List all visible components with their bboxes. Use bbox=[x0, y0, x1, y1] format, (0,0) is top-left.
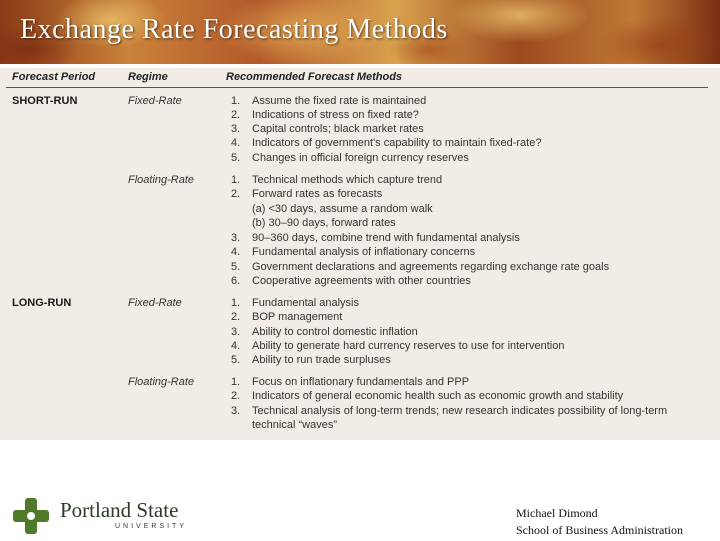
method-text: Indications of stress on fixed rate? bbox=[252, 109, 419, 121]
method-number: 2. bbox=[231, 188, 241, 200]
method-text: BOP management bbox=[252, 311, 343, 323]
method-text: Technical analysis of long-term trends; new research indicates possibility of long-term bbox=[252, 405, 668, 417]
method-number: 4. bbox=[231, 246, 241, 258]
method-number: 5. bbox=[231, 152, 241, 164]
method-number: 3. bbox=[231, 232, 241, 244]
method-text: Fundamental analysis bbox=[252, 297, 360, 309]
title-banner bbox=[0, 0, 720, 64]
regime-short-floating: Floating-Rate bbox=[128, 174, 195, 186]
regime-long-fixed: Fixed-Rate bbox=[128, 297, 182, 309]
method-subitem: (a) <30 days, assume a random walk bbox=[252, 203, 433, 215]
header-divider bbox=[6, 87, 708, 88]
method-text: Ability to generate hard currency reserves to use for intervention bbox=[252, 340, 565, 352]
method-text: Government declarations and agreements regarding exchange rate goals bbox=[252, 261, 610, 273]
method-text: Ability to control domestic inflation bbox=[252, 326, 418, 338]
method-number: 6. bbox=[231, 275, 241, 287]
method-number: 5. bbox=[231, 354, 241, 366]
method-subitem: (b) 30–90 days, forward rates bbox=[252, 217, 396, 229]
method-text: 90–360 days, combine trend with fundamental analysis bbox=[252, 232, 520, 244]
portland-state-logo bbox=[10, 496, 190, 536]
method-text: technical “waves” bbox=[252, 419, 337, 431]
period-long-run: LONG-RUN bbox=[12, 297, 72, 309]
method-number: 5. bbox=[231, 261, 241, 273]
method-number: 3. bbox=[231, 405, 241, 417]
regime-short-fixed: Fixed-Rate bbox=[128, 95, 182, 107]
method-number: 1. bbox=[231, 95, 241, 107]
method-text: Assume the fixed rate is maintained bbox=[252, 95, 427, 107]
method-text: Forward rates as forecasts bbox=[252, 188, 383, 200]
school-name: School of Business Administration bbox=[516, 523, 684, 537]
method-text: Fundamental analysis of inflationary concerns bbox=[252, 246, 476, 258]
method-number: 1. bbox=[231, 174, 241, 186]
header-methods: Recommended Forecast Methods bbox=[226, 71, 403, 83]
psu-emblem-icon bbox=[10, 496, 52, 536]
forecast-methods-table bbox=[0, 68, 720, 440]
period-short-run: SHORT-RUN bbox=[12, 95, 78, 107]
author-name: Michael Dimond bbox=[516, 506, 598, 520]
method-text: Indicators of general economic health such as economic growth and stability bbox=[252, 390, 624, 402]
method-number: 3. bbox=[231, 123, 241, 135]
method-text: Technical methods which capture trend bbox=[252, 174, 443, 186]
header-forecast-period: Forecast Period bbox=[12, 71, 96, 83]
method-text: Changes in official foreign currency reserves bbox=[252, 152, 469, 164]
method-text: Ability to run trade surpluses bbox=[252, 354, 391, 366]
method-text: Cooperative agreements with other countries bbox=[252, 275, 471, 287]
method-number: 2. bbox=[231, 390, 241, 402]
method-number: 4. bbox=[231, 340, 241, 352]
slide-title: Exchange Rate Forecasting Methods bbox=[20, 14, 448, 45]
logo-subtitle: UNIVERSITY bbox=[115, 523, 188, 530]
method-number: 3. bbox=[231, 326, 241, 338]
slide-credits bbox=[516, 505, 683, 539]
method-text: Focus on inflationary fundamentals and PPP bbox=[252, 376, 470, 388]
method-text: Indicators of government's capability to maintain fixed-rate? bbox=[252, 137, 542, 149]
method-number: 1. bbox=[231, 376, 241, 388]
header-regime: Regime bbox=[128, 71, 168, 83]
logo-wordmark: Portland State bbox=[60, 498, 179, 522]
regime-long-floating: Floating-Rate bbox=[128, 376, 195, 388]
method-number: 1. bbox=[231, 297, 241, 309]
method-number: 2. bbox=[231, 109, 241, 121]
method-number: 4. bbox=[231, 137, 241, 149]
method-text: Capital controls; black market rates bbox=[252, 123, 424, 135]
method-number: 2. bbox=[231, 311, 241, 323]
